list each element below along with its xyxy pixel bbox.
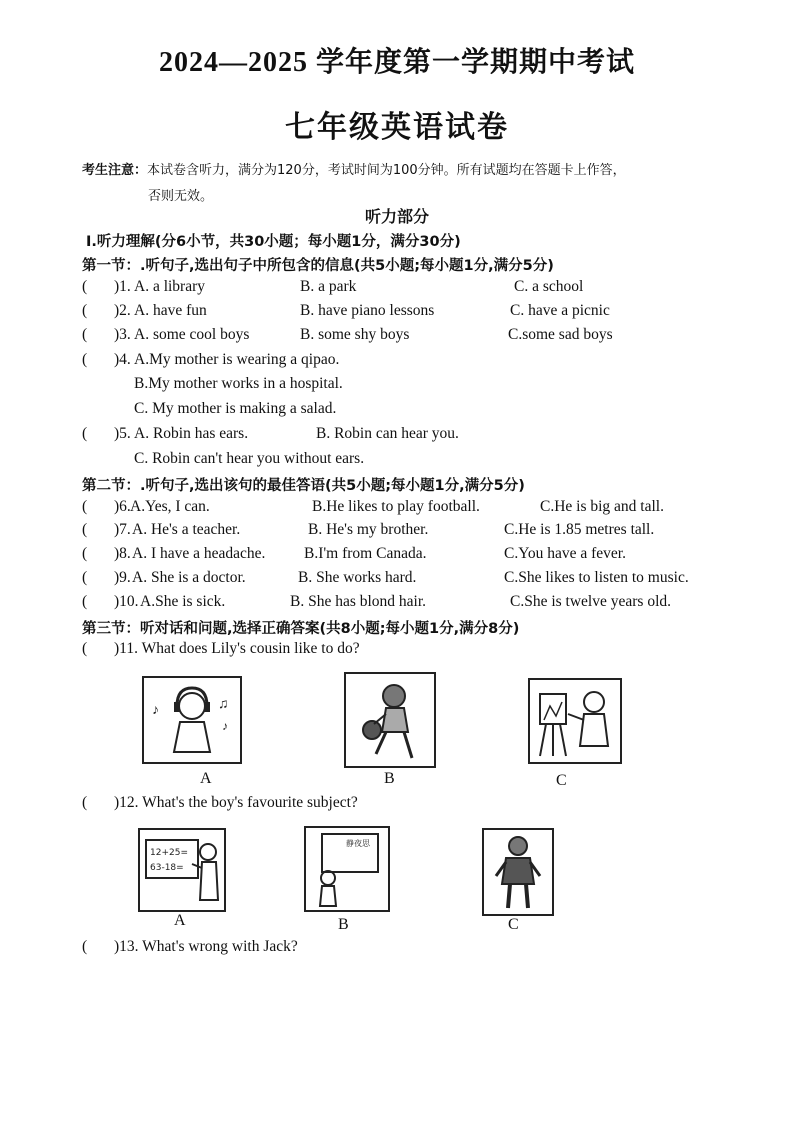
svg-text:♪: ♪ — [152, 703, 159, 718]
q12-picture-a — [138, 828, 226, 912]
q10-option-a: A.She is sick. — [140, 593, 226, 610]
girl-painting-icon — [530, 680, 620, 762]
question-number: )11. — [114, 640, 138, 657]
q7-option-c: C.He is 1.85 metres tall. — [504, 521, 655, 538]
question-number: )9. — [114, 569, 131, 586]
q1-option-c: C. a school — [514, 278, 584, 295]
q11-label-b: B — [384, 770, 395, 787]
board-a-line2: 63-18= — [150, 863, 184, 873]
q2-option-b: B. have piano lessons — [300, 302, 435, 319]
q6-option-c: C.He is big and tall. — [540, 498, 664, 515]
answer-paren: ( — [82, 640, 88, 657]
answer-paren: ( — [82, 425, 88, 442]
notice-label: 考生注意： — [82, 163, 148, 178]
q8-option-a: A. I have a headache. — [132, 545, 266, 562]
q2-option-a: A. have fun — [134, 302, 207, 319]
question-number: )5. — [114, 425, 131, 442]
question-6 — [82, 498, 131, 516]
exam-subtitle: 七年级英语试卷 — [285, 111, 509, 144]
q12-label-c: C — [508, 916, 519, 933]
question-number: )12. — [114, 794, 139, 811]
part1-heading: I.听力理解(分6小节，共30小题；每小题1分，满分30分) — [86, 234, 461, 250]
q4-option-c: C. My mother is making a salad. — [134, 400, 337, 417]
math-blackboard-icon — [140, 830, 224, 910]
question-5 — [82, 425, 131, 443]
q3-option-c: C.some sad boys — [508, 326, 613, 343]
q3-option-b: B. some shy boys — [300, 326, 410, 343]
question-number: )2. — [114, 302, 131, 319]
q6-option-a: A.Yes, I can. — [130, 498, 210, 515]
question-number: )7. — [114, 521, 131, 538]
q9-option-b: B. She works hard. — [298, 569, 417, 586]
girl-playing-ball-icon — [346, 674, 434, 766]
question-11 — [82, 640, 360, 658]
answer-paren: ( — [82, 569, 88, 586]
answer-paren: ( — [82, 351, 88, 368]
q10-option-c: C.She is twelve years old. — [510, 593, 672, 610]
answer-paren: ( — [82, 521, 88, 538]
q12-picture-b — [304, 826, 390, 912]
q7-option-b: B. He's my brother. — [308, 521, 429, 538]
q6-option-b: B.He likes to play football. — [312, 498, 480, 515]
question-number: )10. — [114, 593, 139, 610]
question-text: What's wrong with Jack? — [142, 938, 298, 955]
q7-option-a: A. He's a teacher. — [132, 521, 241, 538]
question-number: )8. — [114, 545, 131, 562]
q12-label-a: A — [174, 912, 186, 929]
board-b-text: 静夜思 — [346, 839, 370, 848]
answer-paren: ( — [82, 593, 88, 610]
q2-option-c: C. have a picnic — [510, 302, 610, 319]
q9-option-a: A. She is a doctor. — [132, 569, 246, 586]
q11-picture-b — [344, 672, 436, 768]
question-3 — [82, 326, 131, 344]
candidate-notice — [82, 158, 722, 210]
q11-label-a: A — [200, 770, 212, 787]
question-12 — [82, 794, 358, 812]
q5-option-b: B. Robin can hear you. — [316, 425, 459, 442]
notice-line1: 本试卷含听力，满分为120分，考试时间为100分钟。所有试题均在答题卡上作答， — [147, 163, 626, 178]
question-10 — [82, 593, 139, 611]
question-number: )6. — [114, 498, 131, 515]
q11-picture-c — [528, 678, 622, 764]
answer-paren: ( — [82, 326, 88, 343]
q4-option-a: A.My mother is wearing a qipao. — [134, 351, 340, 368]
question-7 — [82, 521, 131, 539]
q11-picture-a — [142, 676, 242, 764]
q12-label-b: B — [338, 916, 349, 933]
answer-paren: ( — [82, 278, 88, 295]
question-number: )3. — [114, 326, 131, 343]
sec3-heading: 第三节：听对话和问题,选择正确答案(共8小题;每小题1分,满分8分) — [82, 621, 520, 637]
listening-section-title: 听力部分 — [364, 207, 429, 226]
q1-option-a: A. a library — [134, 278, 206, 295]
q5-option-c: C. Robin can't hear you without ears. — [134, 450, 365, 467]
q9-option-c: C.She likes to listen to music. — [504, 569, 689, 586]
question-13 — [82, 938, 298, 956]
q5-option-a: A. Robin has ears. — [134, 425, 249, 442]
chinese-poem-board-icon — [306, 828, 388, 910]
q3-option-a: A. some cool boys — [134, 326, 250, 343]
question-number: )4. — [114, 351, 131, 368]
board-a-line1: 12+25= — [150, 848, 188, 858]
boy-figure-icon — [484, 830, 552, 914]
q1-option-b: B. a park — [300, 278, 357, 295]
question-text: What's the boy's favourite subject? — [142, 794, 358, 811]
question-2 — [82, 302, 131, 320]
answer-paren: ( — [82, 938, 88, 955]
q10-option-b: B. She has blond hair. — [290, 593, 427, 610]
question-number: )1. — [114, 278, 131, 295]
answer-paren: ( — [82, 302, 88, 319]
q8-option-b: B.I'm from Canada. — [304, 545, 427, 562]
sec1-heading: 第一节：.听句子,选出句子中所包含的信息(共5小题;每小题1分,满分5分) — [82, 258, 554, 274]
q12-picture-c — [482, 828, 554, 916]
answer-paren: ( — [82, 498, 88, 515]
question-9 — [82, 569, 131, 587]
answer-paren: ( — [82, 794, 88, 811]
question-1 — [82, 278, 131, 296]
q11-label-c: C — [556, 772, 567, 789]
svg-text:♫: ♫ — [218, 697, 229, 712]
notice-line2: 否则无效。 — [148, 189, 214, 204]
question-text: What does Lily's cousin like to do? — [141, 640, 360, 657]
svg-text:♪: ♪ — [222, 719, 228, 733]
question-8 — [82, 545, 131, 563]
answer-paren: ( — [82, 545, 88, 562]
question-number: )13. — [114, 938, 139, 955]
q8-option-c: C.You have a fever. — [504, 545, 626, 562]
exam-title: 2024—2025 学年度第一学期期中考试 — [158, 47, 635, 78]
sec2-heading: 第二节：.听句子,选出该句的最佳答语(共5小题;每小题1分,满分5分) — [82, 478, 525, 494]
girl-listening-music-icon — [144, 678, 240, 762]
question-4 — [82, 351, 131, 369]
q4-option-b: B.My mother works in a hospital. — [134, 375, 343, 392]
